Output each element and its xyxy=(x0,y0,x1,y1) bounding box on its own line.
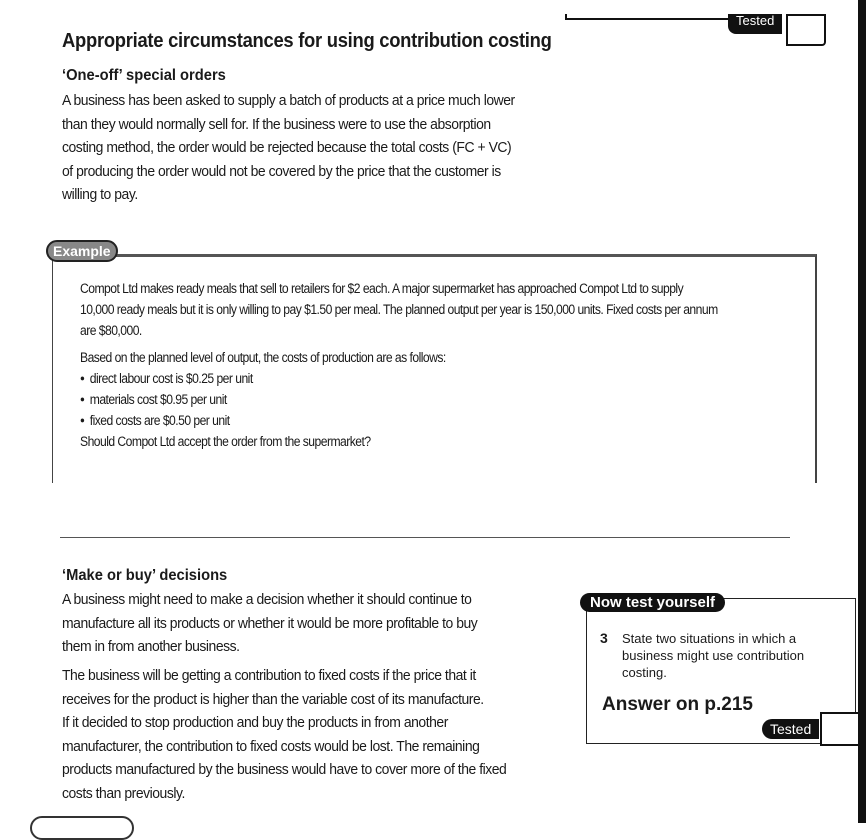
text-line: Based on the planned level of output, the costs of production are as follows: xyxy=(80,350,446,365)
text-line: If it decided to stop production and buy the products in from another xyxy=(62,714,448,731)
test-question xyxy=(600,630,840,681)
text-line: willing to pay. xyxy=(62,186,138,203)
text-line: of producing the order would not be covered by the price that the customer is xyxy=(62,162,501,180)
section-title: Appropriate circumstances for using contribution costing xyxy=(62,30,552,52)
text-line: than they would normally sell for. If the business were to use the absorption xyxy=(62,115,491,133)
text-line: manufacturer, the contribution to fixed costs would be lost. The remaining xyxy=(62,737,480,755)
tested-label: Tested xyxy=(728,14,782,34)
answer-reference: Answer on p.215 xyxy=(602,694,753,715)
text-line: business might use contribution xyxy=(622,648,805,663)
text-line: costs than previously. xyxy=(62,784,185,802)
text-line: A business might need to make a decision whether it should continue to xyxy=(62,591,472,608)
now-test-label: Now test yourself xyxy=(580,593,725,612)
tested-checkbox[interactable] xyxy=(820,712,860,746)
divider xyxy=(565,18,740,20)
text-line: Compot Ltd makes ready meals that sell to retailers for $2 each. A major supermarket has approached Compot Ltd to supply xyxy=(80,281,684,296)
divider xyxy=(60,537,790,538)
text-line: costing method, the order would be rejected because the total costs (FC + VC) xyxy=(62,139,512,156)
text-line: receives for the product is higher than the variable cost of its manufacture. xyxy=(62,690,484,708)
make-or-buy-heading: ‘Make or buy’ decisions xyxy=(62,567,228,584)
one-off-paragraph xyxy=(62,89,515,207)
text-line: 10,000 ready meals but it is only willing to pay $1.50 per meal. The planned output per year is 150,000 units. Fixed costs per annum xyxy=(80,302,718,317)
tested-label: Tested xyxy=(762,719,819,739)
text-line: The business will be getting a contribution to fixed costs if the price that it xyxy=(62,667,476,684)
next-section-label xyxy=(30,816,134,840)
text-line: manufacture all its products or whether it would be more profitable to buy xyxy=(62,614,478,632)
example-question: Should Compot Ltd accept the order from the supermarket? xyxy=(80,434,371,449)
one-off-heading: ‘One-off’ special orders xyxy=(62,67,226,84)
text-line: products manufactured by the business would have to cover more of the fixed xyxy=(62,761,507,778)
bullet-item: ● direct labour cost is $0.25 per unit xyxy=(80,368,718,389)
text-line: are $80,000. xyxy=(80,323,142,338)
question-number: 3 xyxy=(600,630,608,646)
tested-checkbox[interactable] xyxy=(786,14,826,46)
text-line: State two situations in which a xyxy=(622,631,797,646)
make-or-buy-paragraph-2 xyxy=(62,664,506,805)
page-edge xyxy=(858,0,866,823)
text-line: them in from another business. xyxy=(62,638,240,655)
text-line: A business has been asked to supply a batch of products at a price much lower xyxy=(62,92,515,109)
text-line: costing. xyxy=(622,665,667,680)
bullet-item: ● materials cost $0.95 per unit xyxy=(80,389,718,410)
example-label: Example xyxy=(46,240,118,262)
example-text xyxy=(80,278,718,452)
make-or-buy-paragraph-1 xyxy=(62,588,477,659)
bullet-item: ● fixed costs are $0.50 per unit xyxy=(80,410,718,431)
